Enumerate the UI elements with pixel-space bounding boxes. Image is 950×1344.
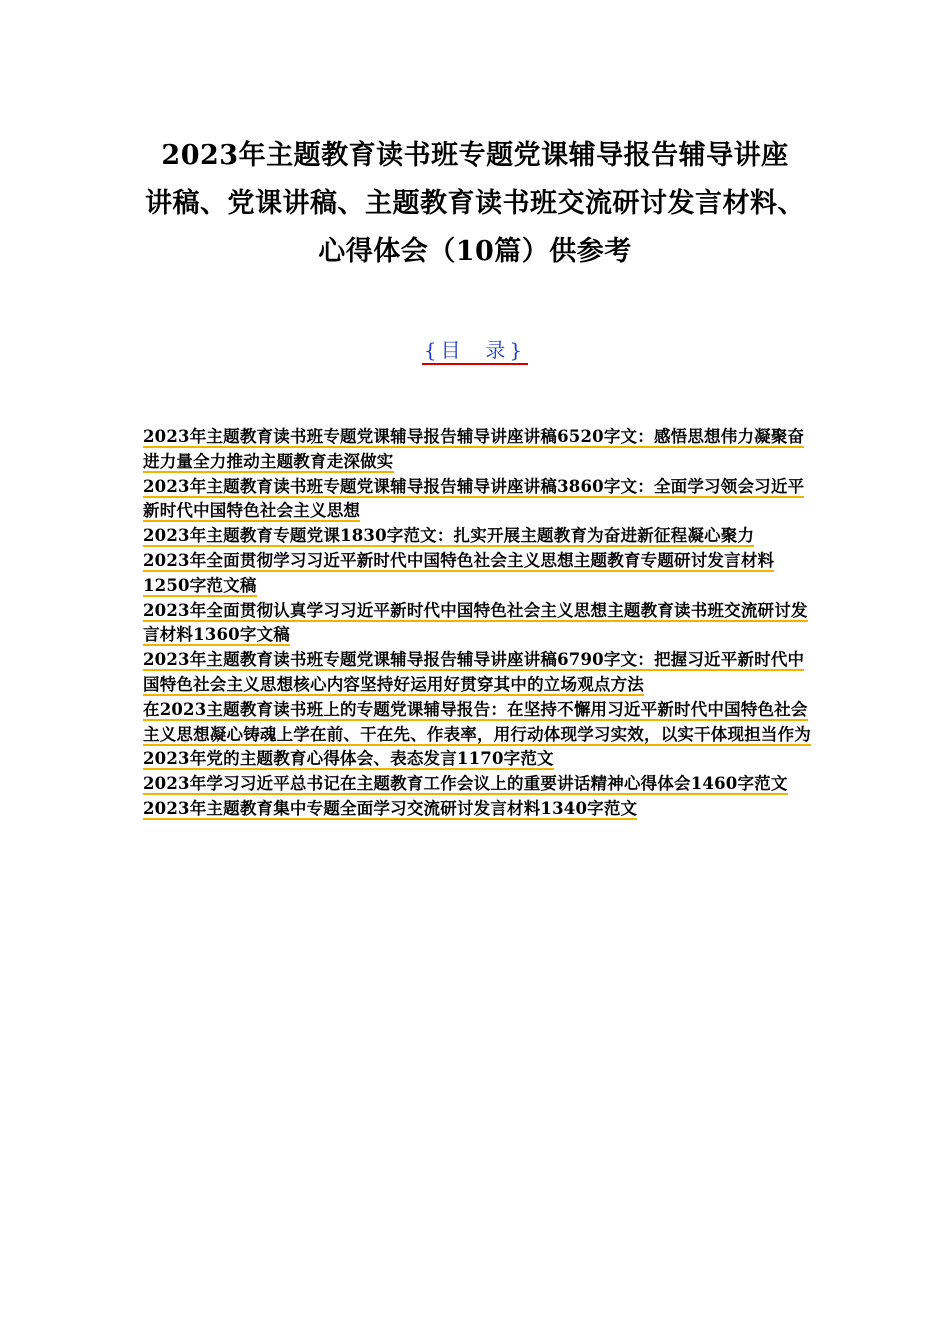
- toc-item: [143, 599, 811, 649]
- toc-item: [143, 797, 811, 822]
- toc-link[interactable]: 2023年主题教育读书班专题党课辅导报告辅导讲座讲稿6520字文：感悟思想伟力凝聚奋进力量全力推动主题教育走深做实: [143, 427, 805, 471]
- toc-link[interactable]: 2023年党的主题教育心得体会、表态发言1170字范文: [143, 749, 554, 769]
- toc-link[interactable]: 2023年全面贯彻学习习近平新时代中国特色社会主义思想主题教育专题研讨发言材料1250字范文稿: [143, 550, 775, 595]
- toc-heading: [0, 336, 950, 364]
- toc-heading-text[interactable]: {目 录}: [422, 338, 528, 365]
- table-of-contents: [143, 425, 811, 822]
- toc-link[interactable]: 2023年全面贯彻认真学习习近平新时代中国特色社会主义思想主题教育读书班交流研讨发言材料1360字文稿: [143, 600, 808, 645]
- toc-item: [143, 524, 811, 549]
- toc-link[interactable]: 2023年学习习近平总书记在主题教育工作会议上的重要讲话精神心得体会1460字范文: [143, 774, 788, 794]
- document-title-line-3: 心得体会（10篇）供参考: [318, 236, 632, 267]
- toc-item: [143, 475, 811, 525]
- toc-link[interactable]: 2023年主题教育专题党课1830字范文：扎实开展主题教育为奋进新征程凝心聚力: [143, 526, 755, 546]
- toc-item: [143, 549, 811, 599]
- toc-item: [143, 425, 811, 475]
- toc-link[interactable]: 2023年主题教育读书班专题党课辅导报告辅导讲座讲稿6790字文：把握习近平新时代中国特色社会主义思想核心内容坚持好运用好贯穿其中的立场观点方法: [143, 650, 805, 694]
- toc-item: [143, 648, 811, 698]
- document-title: [120, 132, 830, 276]
- toc-link[interactable]: 在2023主题教育读书班上的专题党课辅导报告：在坚持不懈用习近平新时代中国特色社会主义思想凝心铸魂上学在前、干在先、作表率，用行动体现学习实效，以实干体现担当作为: [143, 699, 811, 744]
- toc-item: [143, 698, 811, 748]
- toc-item: [143, 747, 811, 772]
- toc-link[interactable]: 2023年主题教育集中专题全面学习交流研讨发言材料1340字范文: [143, 798, 638, 818]
- toc-link[interactable]: 2023年主题教育读书班专题党课辅导报告辅导讲座讲稿3860字文：全面学习领会习近平新时代中国特色社会主义思想: [143, 476, 805, 521]
- document-title-line-2: 讲稿、党课讲稿、主题教育读书班交流研讨发言材料、: [145, 188, 805, 219]
- toc-item: [143, 772, 811, 797]
- document-title-line-1: 2023年主题教育读书班专题党课辅导报告辅导讲座: [161, 140, 789, 171]
